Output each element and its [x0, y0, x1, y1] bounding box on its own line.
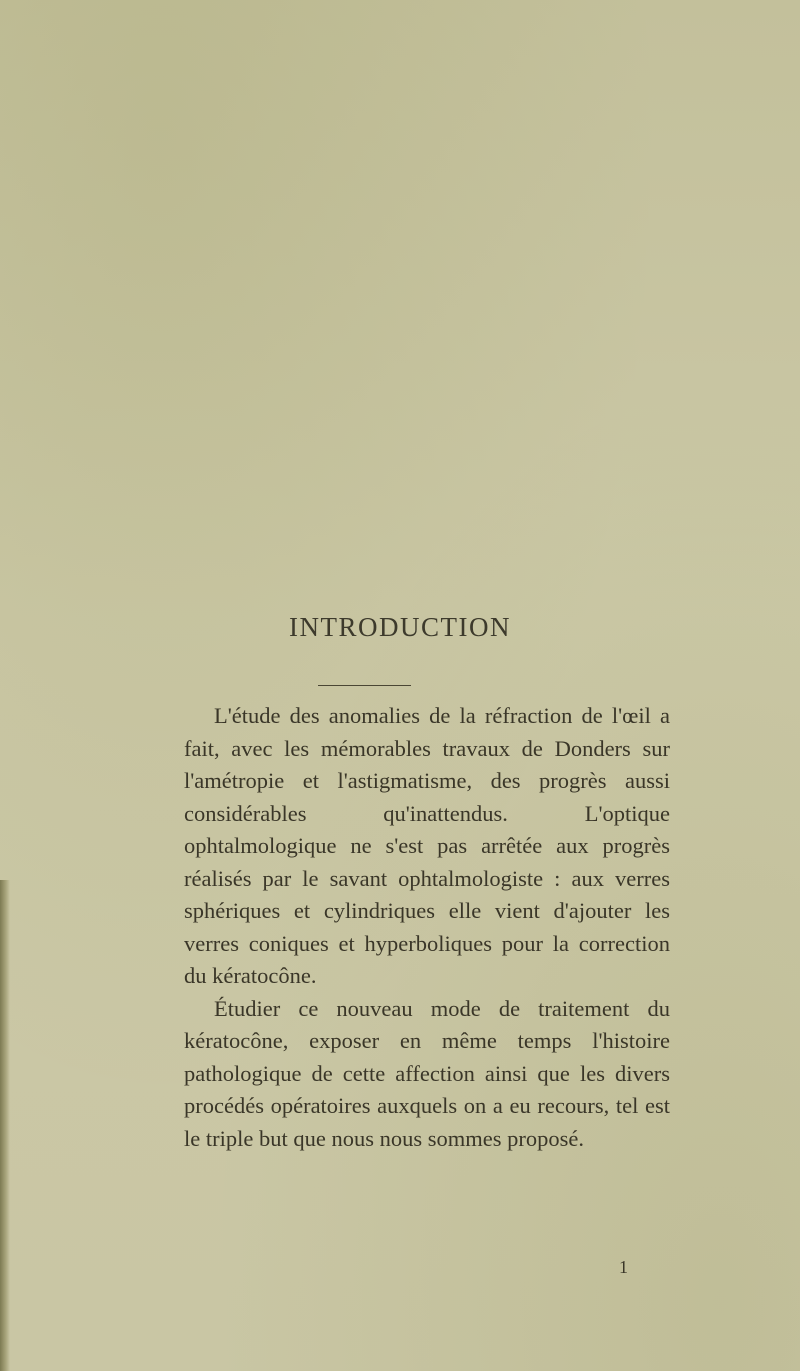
page-title: INTRODUCTION: [289, 612, 511, 642]
body-text: [184, 700, 670, 1155]
page-number: 1: [619, 1257, 628, 1277]
paragraph: Étudier ce nouveau mode de traitement du kératocône, exposer en même temps l'histoire pathologique de cette affection ainsi que les divers procédés opératoires auxquels on a eu recours, tel est le triple but que nous nous sommes proposé.: [184, 995, 670, 1151]
paragraph: L'étude des anomalies de la réfraction de l'œil a fait, avec les mémorables travaux de Donders sur l'amétropie et l'astigmatisme, des progrès aussi considérables qu'inattendus. L'optique ophtalmologique ne s'est pas arrêtée aux progrès réalisés par le savant ophtalmologiste : aux verres sphériques et cylindriques elle vient d'ajouter les verres coniques et hyperboliques pour la correction du kératocône.: [184, 703, 670, 988]
title-divider: [318, 685, 411, 686]
binding-edge: [0, 880, 10, 1371]
